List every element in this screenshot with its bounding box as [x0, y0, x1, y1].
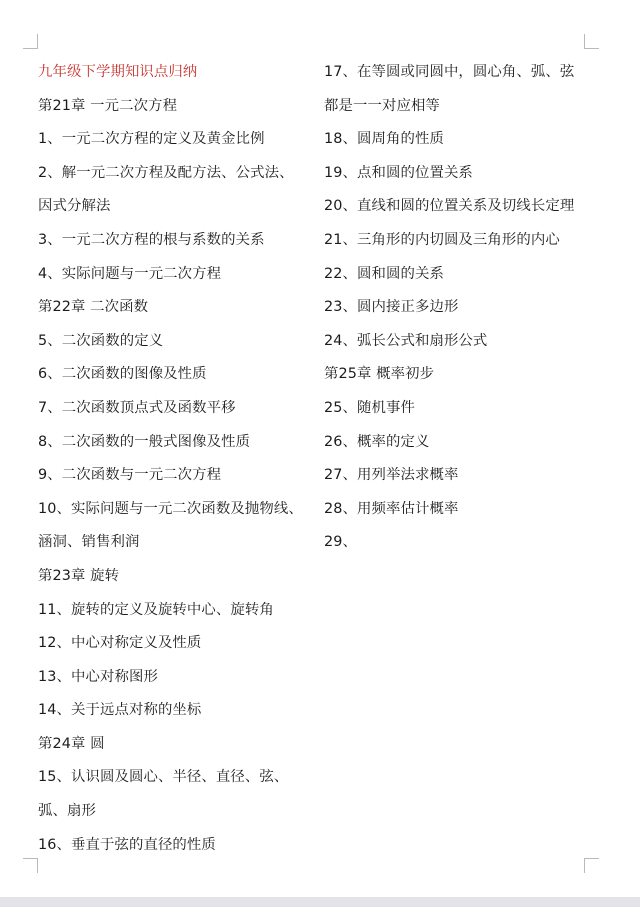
list-item: 6、二次函数的图像及性质	[38, 366, 207, 383]
list-item: 27、用列举法求概率	[324, 467, 459, 484]
chapter-heading: 第23章 旋转	[38, 567, 120, 584]
list-item-continuation: 弧、扇形	[38, 803, 96, 820]
list-item: 5、二次函数的定义	[38, 332, 164, 349]
list-item: 17、在等圆或同圆中，圆心角、弧、弦	[324, 64, 575, 80]
list-item: 29、	[324, 534, 358, 551]
list-item-continuation: 涵洞、销售利润	[38, 534, 140, 551]
list-item: 13、中心对称图形	[38, 668, 158, 685]
list-item: 1、一元二次方程的定义及黄金比例	[38, 131, 265, 148]
list-item: 23、圆内接正多边形	[324, 299, 459, 316]
list-item: 25、随机事件	[324, 399, 415, 416]
chapter-heading: 第24章 圆	[38, 735, 105, 752]
list-item: 4、实际问题与一元二次方程	[38, 265, 222, 282]
chapter-heading: 第25章 概率初步	[324, 366, 435, 383]
list-item: 22、圆和圆的关系	[324, 265, 444, 282]
crop-mark-top-left	[23, 34, 38, 49]
list-item-continuation: 都是一一对应相等	[324, 97, 440, 114]
list-item: 7、二次函数顶点式及函数平移	[38, 399, 236, 416]
list-item: 14、关于远点对称的坐标	[38, 702, 202, 719]
list-item: 12、中心对称定义及性质	[38, 635, 202, 652]
list-item: 16、垂直于弦的直径的性质	[38, 836, 216, 853]
page-bottom-edge	[0, 897, 640, 907]
list-item: 26、概率的定义	[324, 433, 430, 450]
crop-mark-top-right	[584, 34, 599, 49]
list-item: 11、旋转的定义及旋转中心、旋转角	[38, 601, 274, 618]
right-column	[324, 56, 594, 560]
list-item: 9、二次函数与一元二次方程	[38, 467, 222, 484]
list-item: 3、一元二次方程的根与系数的关系	[38, 231, 265, 248]
list-item: 21、三角形的内切圆及三角形的内心	[324, 231, 560, 248]
list-item: 28、用频率估计概率	[324, 500, 459, 517]
list-item: 15、认识圆及圆心、半径、直径、弦、	[38, 769, 289, 786]
list-item: 10、实际问题与一元二次函数及抛物线、	[38, 500, 303, 517]
list-item: 8、二次函数的一般式图像及性质	[38, 433, 251, 450]
list-item: 2、解一元二次方程及配方法、公式法、	[38, 164, 294, 181]
crop-mark-bottom-left	[23, 858, 38, 873]
left-column	[38, 56, 323, 862]
crop-mark-bottom-right	[584, 858, 599, 873]
chapter-heading: 第22章 二次函数	[38, 299, 149, 316]
list-item: 24、弧长公式和扇形公式	[324, 332, 488, 349]
list-item: 18、圆周角的性质	[324, 131, 444, 148]
chapter-heading: 第21章 一元二次方程	[38, 97, 178, 114]
list-item: 20、直线和圆的位置关系及切线长定理	[324, 198, 575, 215]
list-item: 19、点和圆的位置关系	[324, 164, 473, 181]
list-item-continuation: 因式分解法	[38, 198, 111, 215]
document-title: 九年级下学期知识点归纳	[38, 64, 198, 80]
